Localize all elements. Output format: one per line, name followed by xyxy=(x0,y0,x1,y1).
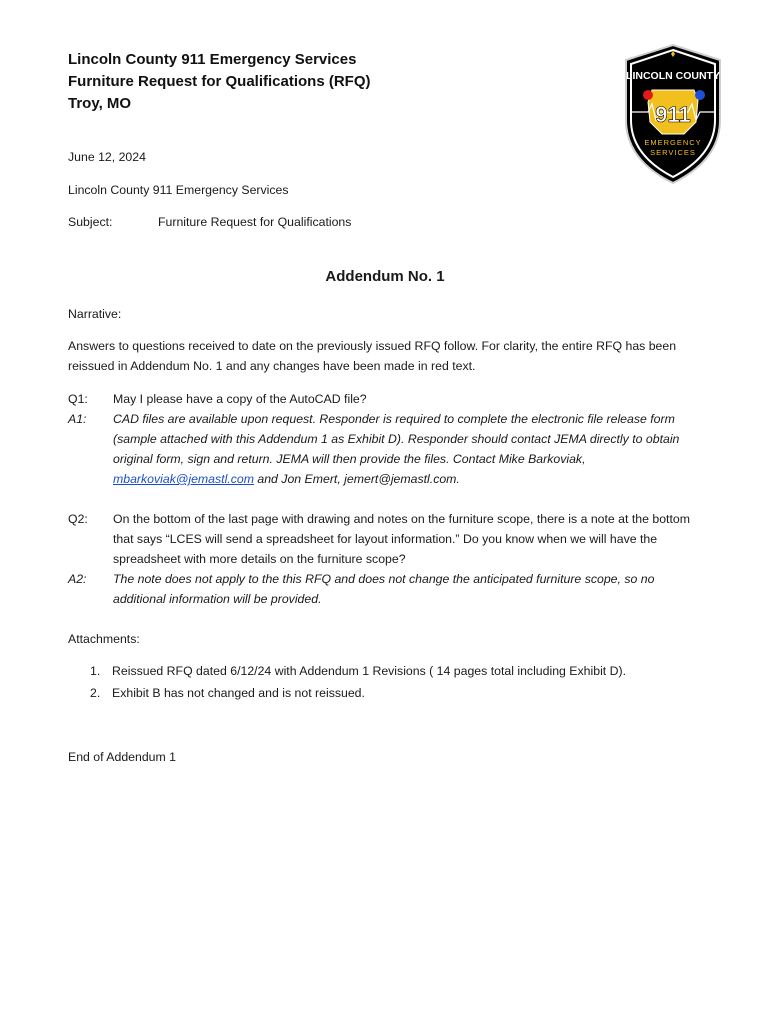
blue-light-icon xyxy=(695,90,705,100)
header-line-1: Lincoln County 911 Emergency Services xyxy=(68,51,357,68)
organization-name: Lincoln County 911 Emergency Services xyxy=(68,183,289,197)
question-label: Q1: xyxy=(68,392,88,406)
question-text: May I please have a copy of the AutoCAD file? xyxy=(113,392,367,406)
subject-label: Subject: xyxy=(68,215,113,229)
narrative-label: Narrative: xyxy=(68,307,122,321)
answer-label: A2: xyxy=(68,572,87,586)
question-text: On the bottom of the last page with drawing and notes on the furniture scope, there is a note at the bottom that says “LCES will send a spreadsheet for layout information.” Do you know when we will have the spreadsheet with more details on the furniture scope? xyxy=(113,512,690,566)
answer-text: The note does not apply to the this RFQ and does not change the anticipated furniture scope, so no additional information will be provided. xyxy=(113,572,655,606)
subject-value: Furniture Request for Qualifications xyxy=(158,215,352,229)
list-item xyxy=(68,660,708,682)
logo-top-text: LINCOLN COUNTY xyxy=(626,70,720,82)
answer-label: A1: xyxy=(68,412,87,426)
attachments-list xyxy=(68,660,708,704)
email-link[interactable]: mbarkoviak@jemastl.com xyxy=(113,472,254,486)
attachments-label: Attachments: xyxy=(68,632,140,646)
document-header xyxy=(68,49,371,115)
lincoln-county-911-logo xyxy=(622,42,724,186)
logo-number: 911 xyxy=(655,102,691,127)
logo-bottom-line-2: SERVICES xyxy=(650,148,696,157)
header-line-3: Troy, MO xyxy=(68,95,132,112)
list-item xyxy=(68,682,708,704)
answer-1 xyxy=(68,409,708,489)
header-line-2: Furniture Request for Qualifications (RFQ) xyxy=(68,73,371,90)
list-item-text: Reissued RFQ dated 6/12/24 with Addendum 1 Revisions ( 14 pages total including Exhibit D). xyxy=(112,664,627,678)
answer-text xyxy=(113,409,708,489)
addendum-title: Addendum No. 1 xyxy=(325,268,445,285)
logo-bottom-line-1: EMERGENCY xyxy=(644,138,702,147)
end-text: End of Addendum 1 xyxy=(68,750,177,764)
question-label: Q2: xyxy=(68,512,88,526)
answer-text-body: CAD files are available upon request. Responder is required to complete the electronic file release form (sample attached with this Addendum 1 as Exhibit D). Responder should contact JEMA directly to obtain original form, sign and return. JEMA will then provide the files. Contact Mike Barkoviak, xyxy=(113,412,680,466)
question-2 xyxy=(68,509,708,569)
narrative-text: Answers to questions received to date on the previously issued RFQ follow. For clarity, the entire RFQ has been reissued in Addendum No. 1 and any changes have been made in red text. xyxy=(68,339,677,373)
list-item-number: 2. xyxy=(90,686,101,700)
list-item-number: 1. xyxy=(90,664,101,678)
red-light-icon xyxy=(643,90,653,100)
answer-text-tail: and Jon Emert, jemert@jemastl.com. xyxy=(253,472,460,486)
question-1 xyxy=(68,389,708,409)
list-item-text: Exhibit B has not changed and is not reissued. xyxy=(112,686,365,700)
answer-2 xyxy=(68,569,708,609)
document-date: June 12, 2024 xyxy=(68,150,146,164)
